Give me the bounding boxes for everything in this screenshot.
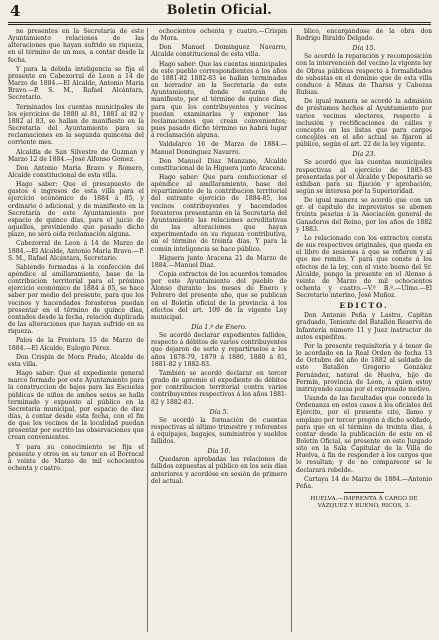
- header-rule: [8, 22, 431, 25]
- paragraph: Don Manuel Diaz Manzano, Alcalde constitucional de la Higuera junto Aracena.: [151, 157, 287, 172]
- paragraph: Hago saber: Que el presupuesto de gastos é ingresos de esta villa para el ejercicio económico de 1884 á 85, y ordinario ó adicional, y de manifiesto en la Secretaría de este Ayuntamiento por espacio de quince días, para el juicio de aquellos, previniendo que pasado dicho plazo, no será oída reclamación alguna.: [8, 181, 144, 239]
- paragraph: También se acordó declarar en tercer grado de apremio el expediente de débitos por contribucion territorial contra varios contribuyentes respectivos á los años 1881-82 y 1882-83.: [151, 369, 287, 406]
- paragraph: Quedaron aprobadas las relaciones de fallidos expuestas al público en los seis días anteriores y acordóse en sesión de primero del actual.: [151, 456, 287, 485]
- paragraph: ochocientos ochenta y cuatro.—Crispin de Mora.: [151, 28, 287, 43]
- paragraph: De igual manera se acordó la admisión de préstamos hechos al Ayuntamiento por varios vecinos electores, respecto á inclusión y rectificaciones de cálles y concepto en las listas que para cargos concejiles en el año actual se fijaron al público, según el art. 22 de la ley vigente.: [296, 98, 432, 149]
- section-date-heading: Día 23.: [352, 150, 376, 159]
- column-divider: [147, 28, 148, 632]
- paragraph: Don Crispin de Mora Prado, Alcalde de esta villa.: [8, 353, 144, 368]
- paragraph: Hago saber: Que para confeccionar el apéndice al amillaramiento, base del repartimiento de la contribucion territorial del entrante ejercicio de 1884-85, los vecinos contribuyentes y hacendados forasteros presentarán en la Secretaría del Ayuntamiento las relaciones acreditativas de las alteraciones que hayan experimentado en su riqueza contributiva, en el término de treinta días. Y para la común inteligencia se hace público.: [151, 173, 287, 253]
- column-1: [8, 28, 144, 636]
- page-number: 4: [10, 2, 21, 20]
- paragraph: Usando de las facultades que concede la Ordenanza en estos casos á los oficiales del Ejército, por el presente cito, llamo y emplazo por tercer pregón á dicho soldado, para que en el término de treinta días, á contar desde la publicación de este en el Boletín Oficial, se presente en este Juzgado sito en la Sala Capitular de la Villa de Huelva, á fin de responder á los cargos que le resultan; y de no comparecer se le declarará rebelde.: [296, 395, 432, 474]
- paragraph: blico, encargándose de la obra don Rodrigo Biraldo Delgado.: [296, 28, 432, 43]
- paragraph: Don Antonio Peña y Lastra, Capitán graduado, Teniente del Batallón Reserva de Infantería número 11 y Juez instructor de autos expeditos.: [296, 312, 432, 341]
- paragraph: Terminados los cuentas municipales de los ejercicios de 1880 al 81, 1881 al 82 y 1882 al 83, se hallan de manifiesto en la Secretaría del Ayuntamiento para su reclamaciones en la segunda quincena del corriente mes.: [8, 103, 144, 147]
- paragraph: Valdelarco 16 de Marzo de 1884.—Manuel Dominguez Navarro.: [151, 141, 287, 156]
- section-date-heading: Día 10.: [207, 447, 231, 456]
- paragraph: De igual manera se acordó que con un gr. el capítulo de imprevistos se abonen treinta pesetas á la Asociación general de Ganaderos del Reino, por los años de 1882 y 1883.: [296, 197, 432, 233]
- paragraph: Lo relacionado con los extractos consta de sus respectivos originales, que queda en el libro de sesiones á que se refieren y al que me remito. Y para que conste á los efectos de la ley, con el visto bueno del Sr. Alcalde, pongo la presente en el Alonso á veinte de Marzo de mil ochocientos ochenta y cuatro.—V.º B.º.—Ulmo.—El Secretario interino, José Muñoz.: [296, 234, 432, 300]
- column-2: [151, 28, 287, 636]
- paragraph: Se acordó la formación de cuentas respectivas al último trimestre y referentes á equipajes, bagajes, suministros y sueldos fallidos.: [151, 416, 287, 446]
- paragraph: Palos de la Frontera 15 de Marzo de 1884.—El Alcalde, Eulogio Pérez.: [8, 337, 144, 352]
- footer-rule: [344, 492, 384, 493]
- page-header: [8, 2, 431, 22]
- paragraph: Sabiendo formadas á la confección del apéndice al amillaramiento, base de la contribucion territorial para el próximo ejercicio económico de 1884 á 85, se hace saber por medio del presente, para que los vecinos y hacendados forasteros puedan presentar en el término de quince días, contados desde la fecha, relación duplicada de las alteraciones que hayan sufrido en su riqueza.: [8, 263, 144, 336]
- section-date-heading: Día 5.: [209, 407, 229, 416]
- paragraph: Alcaldía de San Silvestre de Guzman y Marzo 12 de 1884.—José Alfonso Gomez.: [8, 148, 144, 163]
- paragraph: Don Manuel Dominguez Navarro, Alcalde constitucional de esta villa.: [151, 44, 287, 59]
- paragraph: Se acordó declarar expedientes fallidos, respecto á débitos de varios contribuyentes que dejaron de serlo y repartírselos a los años 1878-79, 1879 á 1880, 1880 á 81, 1881-82 y 1882-83.: [151, 332, 287, 368]
- paragraph: Hago saber: Que las cuentas municipales de este pueblo correspondientes á los años de 1881-82 1882-83 se hallan terminadas en borrador en la Secretaría de este Ayuntamiento, donde estarán de manifiesto, por el término de quince días, para que los contribuyentes y vecinos puedan examinarlas y exponer las reclamaciones que crean convenientes; pues pasado dicho término no habrá lugar á reclamación alguna.: [151, 60, 287, 140]
- paragraph: Cartaya 14 de Marzo de 1884.—Antonio Peña.: [296, 475, 432, 490]
- column-divider: [291, 28, 292, 632]
- paragraph: Higuera junto Aracena 21 de Marzo de 1884.—Manuel Diaz.: [151, 254, 287, 269]
- imprint-line: HUELVA.—IMPRENTA Á CARGO DE VÁZQUEZ Y BUENO, RICOS, 3.: [310, 496, 418, 510]
- paragraph: Y para su conocimiento se fija el presente y otros en su tenor en el Borracal á veinte de Marzo de mil ochocientos ochenta y cuatro.: [8, 443, 144, 473]
- paragraph: Don Antonio María Bravo y Romero, Alcalde constitucional de esta villa.: [8, 164, 144, 179]
- paragraph: ne presentes en la Secretaría de este Ayuntamiento relaciones de las alteraciones que hayan sufrido su riqueza, en el término de un mes, a contar desde la fecha.: [8, 28, 144, 64]
- paragraph: Por la presente requisitoria y á tenor de lo acordado en la Real Orden de fecha 13 de Octubre del año de 1882 al soldado de este Batallón Gregorio González Fernández, natural de Huelva, hijo de Fermín, provincia de Leon, á quien estoy instruyendo causa por el expresado motivo.: [296, 342, 432, 393]
- paragraph: Copia extractos de los acuerdos tomados por este Ayuntamiento del pueblo de Alonso durante los meses de Enero y Febrero del presente año, que se publican en el Boletín oficial de la provincia á los efectos del art. 109 de la vigente Ley municipal.: [151, 271, 287, 321]
- paragraph: Cabezorral de Leon á 14 de Marzo de 1884.—El Alcalde, Antonio María Bravo.—P. S. M., Rafael Alcántara, Secretario.: [8, 240, 144, 262]
- section-heading: EDICTO.: [339, 301, 389, 311]
- paragraph: Hago saber: Que el expediente general marco formado por este Ayuntamiento para la construccion de bajos para las Escuelas públicas de niños de ambos sexos se halla terminado y expuesto al público en la Secretaría municipal, por espacio de diez días, á contar desde esta fecha, con el fin de que los vecinos de la localidad puedan presentar por escrito las observaciones que crean convenientes.: [8, 370, 144, 442]
- column-3: [296, 28, 432, 636]
- page-title: Boletin Oficial.: [167, 2, 272, 18]
- section-date-heading: Día 1.º de Enero.: [191, 323, 247, 332]
- paragraph: Y para la debida inteligencia se fija el presente en Cabezorral de Leon a 14 de Marzo de 1884.—El Alcalde, Antonio María Bravo.—P. S. M., Rafael Alcántara, Secretario.: [8, 65, 144, 102]
- section-date-heading: Día 15.: [352, 44, 376, 53]
- paragraph: Se acordó la reparación y recomposición con la intervención del vecino la vigente ley de Obras públicas respecto á formalidades de subastas en el dominio que de esta villa conduce á Minas de Tharsis y Cabezas Rubias.: [296, 53, 432, 97]
- paragraph: Se acordó que las cuentas municipales respectivas al ejercicio de 1883-83 presentadas por el Alcalde y Depositario se exhiban para su fijación y aprobación, según se interesa por la Superioridad.: [296, 159, 432, 195]
